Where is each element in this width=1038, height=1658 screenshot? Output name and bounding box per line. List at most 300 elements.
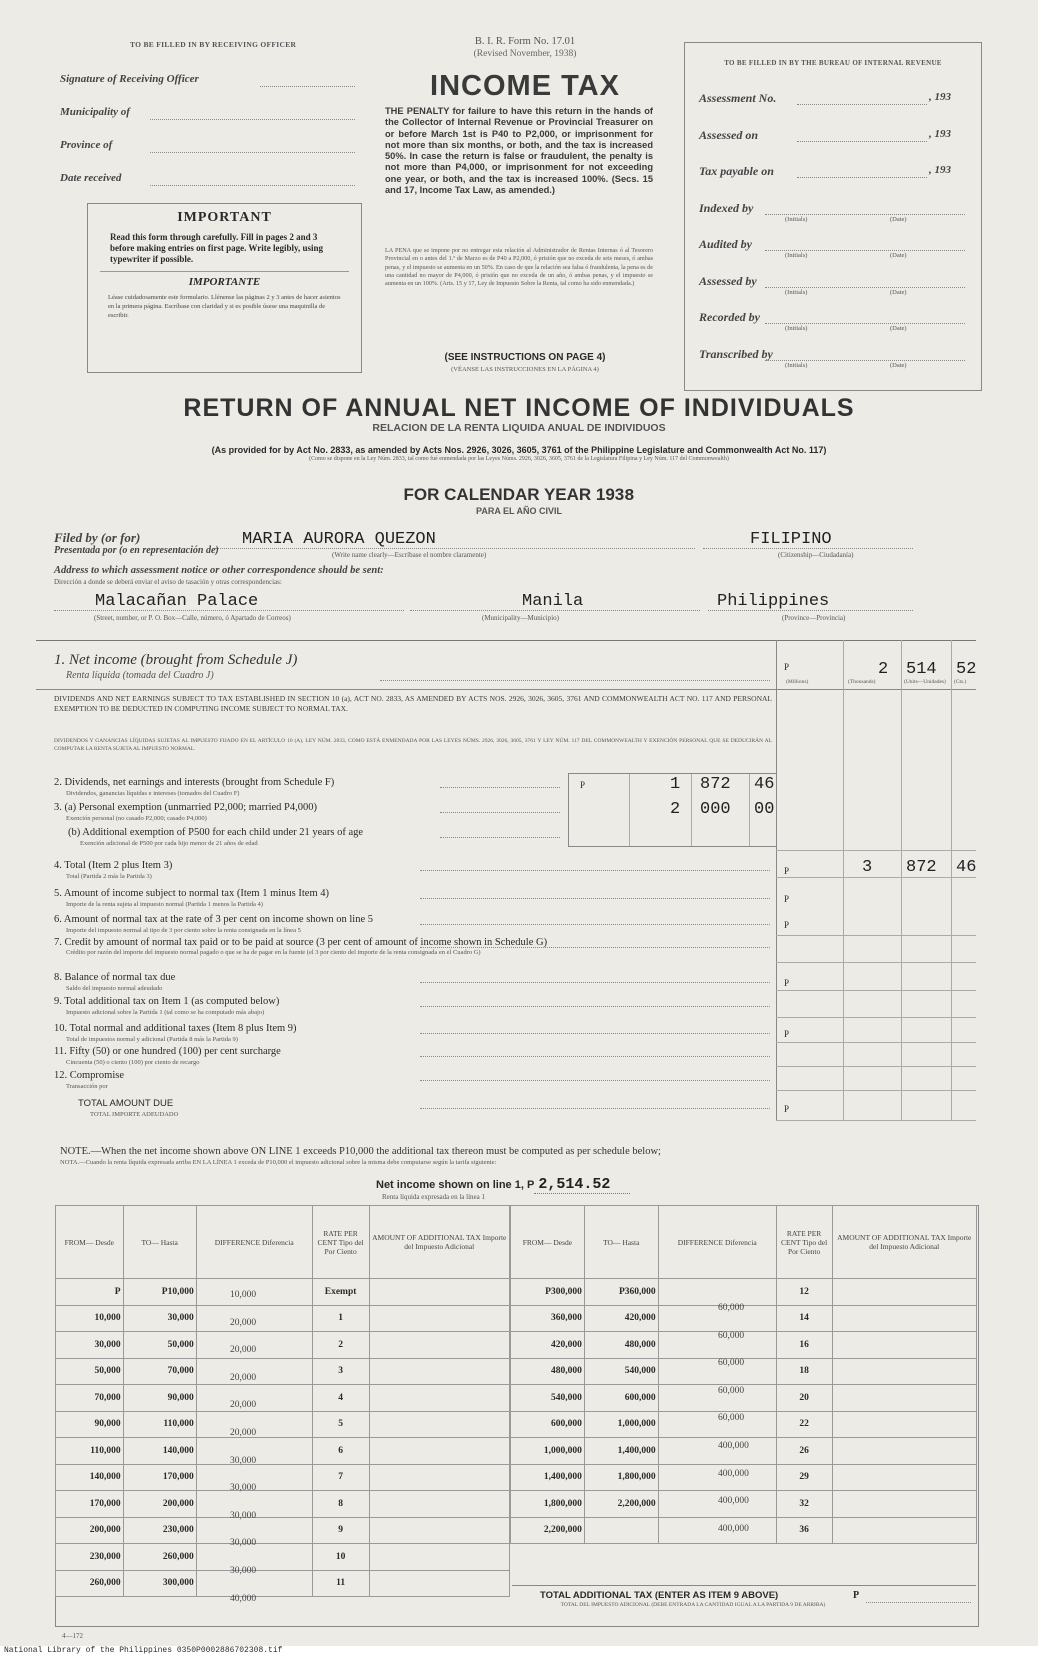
right-difference-value: 60,000 bbox=[718, 1358, 745, 1369]
rate-row bbox=[56, 1279, 510, 1306]
calendar-year bbox=[0, 485, 1038, 506]
rate-to: 260,000 bbox=[123, 1544, 196, 1571]
rate-to: 300,000 bbox=[123, 1570, 196, 1597]
net-income-label: Net income shown on line 1, P bbox=[376, 1179, 535, 1191]
filer-name-hint: (Write name clearly—Escríbase el nombre claramente) bbox=[332, 551, 487, 559]
bureau-field-input[interactable] bbox=[797, 104, 927, 105]
item-label: 11. Fifty (50) or one hundred (100) per cent surcharge bbox=[54, 1046, 281, 1057]
bureau-field-sub-initials: (Initials) bbox=[785, 361, 808, 369]
page-mark: 4—172 bbox=[62, 1632, 83, 1640]
item-dotted-leader bbox=[420, 924, 770, 925]
receiving-field-input[interactable] bbox=[150, 152, 355, 153]
rate-from: 10,000 bbox=[56, 1305, 124, 1332]
rate-percent: 6 bbox=[312, 1438, 369, 1465]
receiving-field-input[interactable] bbox=[260, 86, 355, 87]
important-title: IMPORTANT bbox=[177, 210, 272, 225]
rate-percent: 11 bbox=[312, 1570, 369, 1597]
act-reference: (As provided for by Act No. 2833, as amended by Acts Nos. 2926, 3026, 3605, 3761 of the Philippine Legislature and Commonwealth Act No. 117) bbox=[211, 445, 827, 455]
rate-to: 30,000 bbox=[123, 1305, 196, 1332]
item-inner-currency: P bbox=[580, 780, 586, 790]
rate-row bbox=[511, 1279, 977, 1306]
total-additional-tax-currency: P bbox=[853, 1590, 860, 1601]
total-additional-tax-field[interactable] bbox=[866, 1602, 971, 1603]
rate-amount-cell[interactable] bbox=[369, 1438, 510, 1465]
net-income-line bbox=[376, 1176, 630, 1193]
rate-amount-cell[interactable] bbox=[369, 1411, 510, 1438]
filed-by-label-es: Presentada por (o en representación de) bbox=[54, 545, 219, 556]
amount-column bbox=[776, 640, 977, 1120]
total-additional-tax-label-es: TOTAL DEL IMPUESTO ADICIONAL (DEBE ENTRADA LA CANTIDAD IGUAL A LA PARTIDA 9 DE ARRIBA) bbox=[560, 1602, 826, 1608]
bureau-field-input[interactable] bbox=[765, 214, 965, 215]
bureau-field-suffix: , 193 bbox=[929, 127, 951, 140]
penalty-text: THE PENALTY for failure to have this return in the hands of the Collector of Internal Revenue or Provincial Treasurer on or before March 1st is P40 to P2,000, or imprisonment for not more than six months, or both, and the tax is increased 50%. In case the return is false or fraudulent, the penalty is not more than P4,000, or imprisonment for not exceeding one year, or both, and the tax is increased 100%. (Secs. 15 and 17, Income Tax Law, as amended.) bbox=[385, 106, 653, 196]
rate-to: 50,000 bbox=[123, 1332, 196, 1359]
bureau-field-sub-initials: (Initials) bbox=[785, 288, 808, 296]
rate-amount-cell[interactable] bbox=[832, 1305, 976, 1332]
net-income-label-es: Renta líquida expresada en la línea 1 bbox=[382, 1193, 486, 1201]
bureau-field-label: Assessed by bbox=[699, 273, 757, 288]
act-reference-es: (Como se dispone en la Ley Núm. 2833, tal como fué enmendada por las Leyes Núms. 2926, 3026, 3605, 3761 de la Legislatura Filipina y Ley Núm. 117 del Commonwealth) bbox=[309, 456, 729, 462]
rate-to: 1,000,000 bbox=[584, 1411, 658, 1438]
item-label: 4. Total (Item 2 plus Item 3) bbox=[54, 860, 173, 871]
rate-from: 260,000 bbox=[56, 1570, 124, 1597]
bureau-header: TO BE FILLED IN BY THE BUREAU OF INTERNAL REVENUE bbox=[724, 59, 942, 67]
dividends-note-es: DIVIDENDOS Y GANANCIAS LÍQUIDAS SUJETAS AL IMPUESTO FIJADO EN EL ARTÍCULO 10 (A), LEY NÚM. 2833, COMO ESTÁ ENMENDADA POR LAS LEYES NÚMS. 2926, 3026, 3605, 3761 Y LEY NÚM. 117 DEL COMMONWEALTH Y EXENCIÓN PERSONAL QUE SE DEDUCIRÁN AL COMPUTAR LA RENTA SUJETA AL IMPUESTO NORMAL. bbox=[54, 738, 772, 752]
rate-row bbox=[56, 1305, 510, 1332]
rate-percent: 9 bbox=[312, 1517, 369, 1544]
line1-units[interactable]: 514 bbox=[906, 660, 937, 679]
bureau-field-suffix: , 193 bbox=[929, 91, 951, 103]
rate-from: P bbox=[56, 1279, 124, 1306]
address-municipality[interactable]: Manila bbox=[522, 592, 584, 611]
calendar-year-typed: 8 bbox=[624, 487, 635, 506]
rate-row bbox=[56, 1464, 510, 1491]
important-text: Read this form through carefully. Fill in pages 2 and 3 before making entries on first page. Write legibly, using typewriter if possible. bbox=[110, 232, 323, 264]
rate-to: 140,000 bbox=[123, 1438, 196, 1465]
item-dotted-leader bbox=[440, 837, 560, 838]
left-difference-value: 30,000 bbox=[230, 1510, 257, 1521]
amount-row-separator bbox=[776, 1090, 976, 1091]
rate-percent: 14 bbox=[776, 1305, 832, 1332]
rate-header-cell: RATE PER CENT Tipo del Por Ciento bbox=[312, 1206, 369, 1279]
dividends-note: DIVIDENDS AND NET EARNINGS SUBJECT TO TAX ESTABLISHED IN SECTION 10 (a), ACT NO. 2833, AS AMENDED BY ACTS NOS. 2926, 3026, 3605, 3761 AND COMMONWEALTH ACT NO. 117 AND PERSONAL EXEMPTION TO BE DEDUCTED IN COMPUTING INCOME SUBJECT TO NORMAL TAX. bbox=[54, 694, 772, 713]
rate-to: 230,000 bbox=[123, 1517, 196, 1544]
rate-row bbox=[56, 1358, 510, 1385]
form-title: INCOME TAX bbox=[430, 70, 620, 102]
item-label-es: Total (Partida 2 más la Partida 3) bbox=[66, 873, 152, 880]
rate-percent: 29 bbox=[776, 1464, 832, 1491]
item-outer-currency: P bbox=[784, 920, 790, 930]
rate-amount-cell[interactable] bbox=[832, 1411, 976, 1438]
bureau-field-label: Recorded by bbox=[699, 310, 760, 324]
rate-percent: 32 bbox=[776, 1491, 832, 1518]
rate-to: 70,000 bbox=[123, 1358, 196, 1385]
calendar-year-label: FOR CALENDAR YEAR 193 bbox=[403, 485, 625, 504]
rate-from: 30,000 bbox=[56, 1332, 124, 1359]
rate-to: 90,000 bbox=[123, 1385, 196, 1412]
rate-from: 140,000 bbox=[56, 1464, 124, 1491]
rate-to: 2,200,000 bbox=[584, 1491, 658, 1518]
rate-amount-cell[interactable] bbox=[369, 1305, 510, 1332]
rate-from: 360,000 bbox=[511, 1305, 585, 1332]
right-difference-value: 400,000 bbox=[718, 1523, 749, 1534]
item-label: (b) Additional exemption of P500 for each child under 21 years of age bbox=[68, 827, 364, 838]
rate-percent: 1 bbox=[312, 1305, 369, 1332]
penalty-text-es: LA PENA que se impone por no entregar esta relación al Administrador de Rentas Internas ó al Tesorero Provincial en o antes del 1.º de Marzo es de P40 a P2,000, ó prisión que no exceda de seis meses, ó ambas penas, y el impuesto se aumenta en un 50%. En caso de que la relación sea falsa ó fraudulenta, la pena es de una cantidad no mayor de P4,000, ó prisión que no exceda de un año, ó ambas penas, y el impuesto se aumenta en un 100%. (Arts. 15 y 17, Ley de Impuesto Sobre la Renta, tal como ha sido enmendada.) bbox=[385, 247, 653, 288]
amount-row-separator bbox=[776, 935, 976, 936]
rate-amount-cell[interactable] bbox=[832, 1385, 976, 1412]
address-label-es: Dirección a donde se deberá enviar el aviso de tasación y otras correspondencias: bbox=[54, 578, 282, 586]
rate-amount-cell[interactable] bbox=[369, 1464, 510, 1491]
item-inner-thousands[interactable]: 1 bbox=[670, 775, 681, 794]
rate-header-cell: FROM— Desde bbox=[56, 1206, 124, 1279]
item-label-es: Importe de la renta sujeta al impuesto normal (Partida 1 menos la Partida 4) bbox=[66, 901, 263, 908]
amount-row-separator bbox=[776, 1042, 976, 1043]
rate-amount-cell[interactable] bbox=[369, 1544, 510, 1571]
item-outer-units[interactable]: 872 bbox=[906, 858, 937, 877]
rate-to bbox=[584, 1517, 658, 1544]
municipality-hint: (Municipality—Municipio) bbox=[482, 614, 559, 622]
rate-to: 420,000 bbox=[584, 1305, 658, 1332]
left-difference-value: 20,000 bbox=[230, 1400, 257, 1411]
rate-row bbox=[56, 1491, 510, 1518]
rate-percent: 36 bbox=[776, 1517, 832, 1544]
rate-from: 70,000 bbox=[56, 1385, 124, 1412]
additional-tax-note: NOTE.—When the net income shown above ON LINE 1 exceeds P10,000 the additional tax thereon must be computed as per schedule below; bbox=[60, 1146, 661, 1157]
item-outer-currency: P bbox=[784, 978, 790, 988]
rate-amount-cell[interactable] bbox=[369, 1491, 510, 1518]
rate-header-cell: DIFFERENCE Diferencia bbox=[658, 1206, 776, 1279]
right-difference-value: 60,000 bbox=[718, 1413, 745, 1424]
additional-tax-note-es: NOTA.—Cuando la renta líquida expresada arriba EN LA LÍNEA 1 exceda de P10,000 el impuesto adicional sobre la misma debe computarse según la tarifa siguiente: bbox=[60, 1159, 497, 1166]
rate-from: 2,200,000 bbox=[511, 1517, 585, 1544]
receiving-field-input[interactable] bbox=[150, 119, 355, 120]
item-label: 12. Compromise bbox=[54, 1070, 124, 1081]
rate-amount-cell[interactable] bbox=[369, 1517, 510, 1544]
item-label: 10. Total normal and additional taxes (Item 8 plus Item 9) bbox=[54, 1023, 297, 1034]
line1-label: 1. Net income (brought from Schedule J) bbox=[54, 652, 298, 668]
rate-from: 600,000 bbox=[511, 1411, 585, 1438]
rate-percent: 22 bbox=[776, 1411, 832, 1438]
rate-table-right bbox=[510, 1205, 977, 1544]
rate-to: 200,000 bbox=[123, 1491, 196, 1518]
item-inner-thousands[interactable]: 2 bbox=[670, 800, 681, 819]
bureau-field-sub-initials: (Initials) bbox=[785, 215, 808, 223]
item-label: 9. Total additional tax on Item 1 (as computed below) bbox=[54, 996, 280, 1007]
rate-from: 1,000,000 bbox=[511, 1438, 585, 1465]
item-label: 8. Balance of normal tax due bbox=[54, 972, 176, 983]
item-dotted-leader bbox=[440, 812, 560, 813]
item-outer-thousands[interactable]: 3 bbox=[862, 858, 873, 877]
item-label-es: Exención personal (no casado P2,000; casado P4,000) bbox=[66, 815, 207, 822]
rate-header-cell: AMOUNT OF ADDITIONAL TAX Importe del Impuesto Adicional bbox=[369, 1206, 510, 1279]
line1-label-es: Renta líquida (tomada del Cuadro J) bbox=[66, 670, 214, 681]
bureau-field-sub-initials: (Initials) bbox=[785, 252, 808, 259]
item-dotted-leader bbox=[420, 870, 770, 871]
rate-percent: 4 bbox=[312, 1385, 369, 1412]
rate-from: 200,000 bbox=[56, 1517, 124, 1544]
rate-amount-cell[interactable] bbox=[832, 1279, 976, 1306]
bureau-field-suffix: , 193 bbox=[929, 164, 951, 176]
left-difference-value: 20,000 bbox=[230, 1345, 257, 1356]
bureau-field-sub-date: (Date) bbox=[890, 252, 907, 259]
amount-row-separator bbox=[776, 850, 976, 851]
rate-row bbox=[56, 1570, 510, 1597]
important-box bbox=[87, 203, 362, 373]
bureau-field-label: Assessment No. bbox=[699, 91, 777, 105]
col-head-units: (Units—Unidades) bbox=[904, 679, 946, 685]
address-province[interactable]: Philippines bbox=[717, 592, 830, 611]
item-outer-cents[interactable]: 46 bbox=[956, 858, 977, 877]
bureau-field-sub-initials: (Initials) bbox=[785, 325, 808, 332]
left-difference-value: 20,000 bbox=[230, 1372, 257, 1383]
rate-amount-cell[interactable] bbox=[832, 1491, 976, 1518]
bureau-field-sub-date: (Date) bbox=[890, 288, 907, 296]
bureau-field-input[interactable] bbox=[765, 360, 965, 361]
left-difference-value: 30,000 bbox=[230, 1566, 257, 1576]
right-difference-value: 60,000 bbox=[718, 1303, 745, 1313]
filer-name[interactable]: MARIA AURORA QUEZON bbox=[242, 530, 436, 549]
item-label: 6. Amount of normal tax at the rate of 3 per cent on income shown on line 5 bbox=[54, 914, 374, 925]
bureau-field-label: Indexed by bbox=[699, 200, 754, 215]
rate-amount-cell[interactable] bbox=[369, 1332, 510, 1359]
archive-footer: National Library of the Philippines 0350P0002886702308.tif bbox=[0, 1646, 1038, 1658]
rate-percent: 2 bbox=[312, 1332, 369, 1359]
amount-row-separator bbox=[776, 1120, 976, 1121]
line1-currency: P bbox=[784, 662, 790, 672]
citizenship-hint: (Citizenship—Ciudadanía) bbox=[778, 551, 854, 559]
rate-header-cell: FROM— Desde bbox=[511, 1206, 585, 1279]
rate-amount-cell[interactable] bbox=[832, 1464, 976, 1491]
left-difference-value: 20,000 bbox=[230, 1428, 257, 1438]
rate-header-row bbox=[511, 1206, 977, 1279]
receiving-officer-header: TO BE FILLED IN BY RECEIVING OFFICER bbox=[130, 40, 297, 49]
rate-row bbox=[56, 1438, 510, 1465]
rate-percent: 10 bbox=[312, 1544, 369, 1571]
rate-from: 110,000 bbox=[56, 1438, 124, 1465]
receiving-field-label: Province of bbox=[60, 139, 113, 151]
rate-to: 600,000 bbox=[584, 1385, 658, 1412]
main-title: RETURN OF ANNUAL NET INCOME OF INDIVIDUALS bbox=[183, 394, 855, 422]
see-instructions-es: (VÉANSE LAS INSTRUCCIONES EN LA PÁGINA 4) bbox=[451, 366, 599, 373]
rate-to: 170,000 bbox=[123, 1464, 196, 1491]
rate-from: 1,400,000 bbox=[511, 1464, 585, 1491]
bureau-field-input[interactable] bbox=[765, 323, 965, 324]
rate-row bbox=[56, 1332, 510, 1359]
item-label-es: Saldo del impuesto normal adeudado bbox=[66, 985, 163, 992]
left-difference-value: 40,000 bbox=[230, 1593, 257, 1604]
left-difference-value: 30,000 bbox=[230, 1455, 257, 1466]
rate-to: P10,000 bbox=[123, 1279, 196, 1306]
rate-from: 480,000 bbox=[511, 1358, 585, 1385]
address-street[interactable]: Malacañan Palace bbox=[95, 592, 259, 611]
bureau-field-input[interactable] bbox=[765, 287, 965, 288]
see-instructions: (SEE INSTRUCTIONS ON PAGE 4) bbox=[444, 352, 606, 363]
important-text-es: Léase cuidadosamente este formulario. Llénense las páginas 2 y 3 antes de hacer asientos en la primera página. Escríbase con claridad y si es posible úsese una maquinilla de escribir. bbox=[108, 294, 341, 319]
receiving-field-label: Municipality of bbox=[60, 106, 130, 118]
item-outer-currency: P bbox=[784, 1104, 790, 1114]
item-outer-currency: P bbox=[784, 866, 790, 876]
line1-cents[interactable]: 52 bbox=[956, 660, 977, 679]
rate-percent: 16 bbox=[776, 1332, 832, 1359]
bureau-box bbox=[684, 42, 982, 391]
total-additional-tax-label: TOTAL ADDITIONAL TAX (ENTER AS ITEM 9 ABOVE) bbox=[540, 1590, 779, 1601]
rate-difference-cell bbox=[658, 1279, 776, 1306]
bureau-field-sub-date: (Date) bbox=[890, 215, 907, 223]
item-dotted-leader bbox=[420, 1108, 770, 1109]
rate-from: 230,000 bbox=[56, 1544, 124, 1571]
filer-citizenship[interactable]: FILIPINO bbox=[750, 530, 832, 549]
item-label: 7. Credit by amount of normal tax paid or to be paid at source (3 per cent of amount of income shown in Schedule G) bbox=[54, 937, 548, 948]
rate-header-row bbox=[56, 1206, 510, 1279]
rate-to: P360,000 bbox=[584, 1279, 658, 1306]
line1-thousands[interactable]: 2 bbox=[878, 660, 889, 679]
rate-percent: 7 bbox=[312, 1464, 369, 1491]
item-dotted-leader bbox=[420, 947, 770, 948]
item-inner-cents[interactable]: 00 bbox=[754, 800, 775, 819]
filed-by-label: Filed by (or for) bbox=[54, 530, 141, 545]
province-hint: (Province—Provincia) bbox=[782, 614, 846, 622]
net-income-value[interactable]: 2,514.52 bbox=[534, 1176, 630, 1194]
left-difference-value: 30,000 bbox=[230, 1483, 257, 1494]
col-head-thousands: (Thousands) bbox=[848, 679, 876, 685]
item-label: 5. Amount of income subject to normal tax (Item 1 minus Item 4) bbox=[54, 888, 329, 899]
rate-amount-cell[interactable] bbox=[832, 1438, 976, 1465]
item-dotted-leader bbox=[420, 982, 770, 983]
right-difference-value: 60,000 bbox=[718, 1385, 745, 1396]
rate-percent: 5 bbox=[312, 1411, 369, 1438]
address-label: Address to which assessment notice or other correspondence should be sent: bbox=[54, 565, 384, 576]
item-label-es: Cincuenta (50) o ciento (100) por ciento de recargo bbox=[66, 1059, 200, 1066]
item-outer-currency: P bbox=[784, 894, 790, 904]
rate-from: 1,800,000 bbox=[511, 1491, 585, 1518]
item-dotted-leader bbox=[420, 1006, 770, 1007]
form-number: B. I. R. Form No. 17.01 bbox=[474, 36, 576, 47]
item-label-es: Transacción por bbox=[66, 1083, 108, 1090]
item-dotted-leader bbox=[420, 1056, 770, 1057]
rate-to: 480,000 bbox=[584, 1332, 658, 1359]
rate-header-cell: DIFFERENCE Diferencia bbox=[196, 1206, 312, 1279]
rate-header-cell: TO— Hasta bbox=[584, 1206, 658, 1279]
rate-row bbox=[56, 1517, 510, 1544]
item-label-es: Importe del impuesto normal al tipo de 3 por ciento sobre la renta consignada en la línea 5 bbox=[66, 927, 301, 934]
item-inner-units[interactable]: 872 bbox=[700, 775, 731, 794]
amount-row-separator bbox=[776, 877, 976, 878]
amount-row-separator bbox=[776, 1017, 976, 1018]
item-label-es: Exención adicional de P500 por cada hijo menor de 21 años de edad bbox=[80, 840, 258, 847]
form-revised: (Revised November, 1938) bbox=[473, 49, 577, 59]
rate-header-cell: AMOUNT OF ADDITIONAL TAX Importe del Impuesto Adicional bbox=[832, 1206, 976, 1279]
rate-from: P300,000 bbox=[511, 1279, 585, 1306]
left-difference-value: 30,000 bbox=[230, 1538, 257, 1549]
item-dotted-leader bbox=[420, 1033, 770, 1034]
rate-amount-cell[interactable] bbox=[832, 1358, 976, 1385]
rate-from: 170,000 bbox=[56, 1491, 124, 1518]
item-label-es: Total de impuestos normal y adicional (Partida 8 más la Partida 9) bbox=[66, 1036, 238, 1043]
rate-from: 50,000 bbox=[56, 1358, 124, 1385]
main-subtitle: RELACION DE LA RENTA LIQUIDA ANUAL DE INDIVIDUOS bbox=[372, 422, 666, 434]
rate-to: 1,800,000 bbox=[584, 1464, 658, 1491]
rate-percent: 8 bbox=[312, 1491, 369, 1518]
item-dotted-leader bbox=[420, 898, 770, 899]
rate-percent: 18 bbox=[776, 1358, 832, 1385]
rate-from: 540,000 bbox=[511, 1385, 585, 1412]
right-difference-value: 60,000 bbox=[718, 1330, 745, 1341]
amount-row-separator bbox=[776, 1066, 976, 1067]
rate-header-cell: RATE PER CENT Tipo del Por Ciento bbox=[776, 1206, 832, 1279]
bureau-field-label: Audited by bbox=[699, 237, 752, 251]
rate-row bbox=[56, 1385, 510, 1412]
item-label-es: Impuesto adicional sobre la Partida 1 (tal como se ha computado más abajo) bbox=[66, 1009, 265, 1016]
calendar-year-es: PARA EL AÑO CIVIL bbox=[475, 506, 562, 516]
amount-row-separator bbox=[776, 962, 976, 963]
bureau-field-label: Transcribed by bbox=[699, 346, 773, 361]
bureau-field-label: Assessed on bbox=[699, 127, 759, 142]
rate-table-left bbox=[55, 1205, 510, 1597]
rate-from: 90,000 bbox=[56, 1411, 124, 1438]
item-label: TOTAL AMOUNT DUE bbox=[78, 1098, 174, 1109]
rate-percent: 20 bbox=[776, 1385, 832, 1412]
rate-row bbox=[56, 1544, 510, 1571]
item-inner-cents[interactable]: 46 bbox=[754, 775, 775, 794]
right-difference-value: 400,000 bbox=[718, 1468, 749, 1479]
right-difference-value: 400,000 bbox=[718, 1441, 749, 1451]
left-difference-value: 10,000 bbox=[230, 1290, 257, 1300]
rate-to: 110,000 bbox=[123, 1411, 196, 1438]
receiving-field-input[interactable] bbox=[150, 185, 355, 186]
rate-to: 540,000 bbox=[584, 1358, 658, 1385]
item-dotted-leader bbox=[420, 1080, 770, 1081]
rate-amount-cell[interactable] bbox=[832, 1517, 976, 1544]
item-label: 2. Dividends, net earnings and interests (brought from Schedule F) bbox=[54, 777, 335, 788]
bureau-field-input[interactable] bbox=[797, 177, 927, 178]
rate-amount-cell[interactable] bbox=[369, 1570, 510, 1597]
rate-to: 1,400,000 bbox=[584, 1438, 658, 1465]
bureau-field-sub-date: (Date) bbox=[890, 361, 907, 369]
rate-amount-cell[interactable] bbox=[832, 1332, 976, 1359]
receiving-field-label: Signature of Receiving Officer bbox=[60, 73, 199, 85]
important-title-es: IMPORTANTE bbox=[188, 276, 261, 288]
item-label-es: Dividendos, ganancias líquidas e intereses (tomados del Cuadro F) bbox=[66, 790, 240, 797]
street-hint: (Street, number, or P. O. Box—Calle, número, ó Apartado de Correos) bbox=[94, 614, 291, 622]
rate-percent: Exempt bbox=[312, 1279, 369, 1306]
rate-row bbox=[56, 1411, 510, 1438]
rate-amount-cell[interactable] bbox=[369, 1279, 510, 1306]
rate-header-cell: TO— Hasta bbox=[123, 1206, 196, 1279]
item-inner-units[interactable]: 000 bbox=[700, 800, 731, 819]
item-label-es: TOTAL IMPORTE ADEUDADO bbox=[90, 1111, 179, 1118]
rate-amount-cell[interactable] bbox=[369, 1385, 510, 1412]
rate-percent: 26 bbox=[776, 1438, 832, 1465]
rate-percent: 3 bbox=[312, 1358, 369, 1385]
right-difference-value: 400,000 bbox=[718, 1496, 749, 1507]
col-head-millions: (Millions) bbox=[786, 679, 809, 685]
bureau-field-input[interactable] bbox=[765, 250, 965, 251]
rate-amount-cell[interactable] bbox=[369, 1358, 510, 1385]
item-label: 3. (a) Personal exemption (unmarried P2,000; married P4,000) bbox=[54, 802, 318, 813]
col-head-cents: (Cts.) bbox=[954, 679, 967, 685]
left-difference-value: 20,000 bbox=[230, 1317, 257, 1328]
bureau-field-sub-date: (Date) bbox=[890, 325, 907, 332]
item-dotted-leader bbox=[440, 787, 560, 788]
item-outer-currency: P bbox=[784, 1029, 790, 1039]
receiving-field-label: Date received bbox=[60, 172, 122, 184]
amount-row-separator bbox=[776, 990, 976, 991]
item-label-es: Crédito por razón del importe del impuesto normal pagado o que se ha de pagar en la fuente (el 3 por ciento del importe de la renta consignada en el Cuadro G) bbox=[66, 949, 481, 956]
bureau-field-input[interactable] bbox=[797, 141, 927, 142]
rate-percent: 12 bbox=[776, 1279, 832, 1306]
rate-from: 420,000 bbox=[511, 1332, 585, 1359]
